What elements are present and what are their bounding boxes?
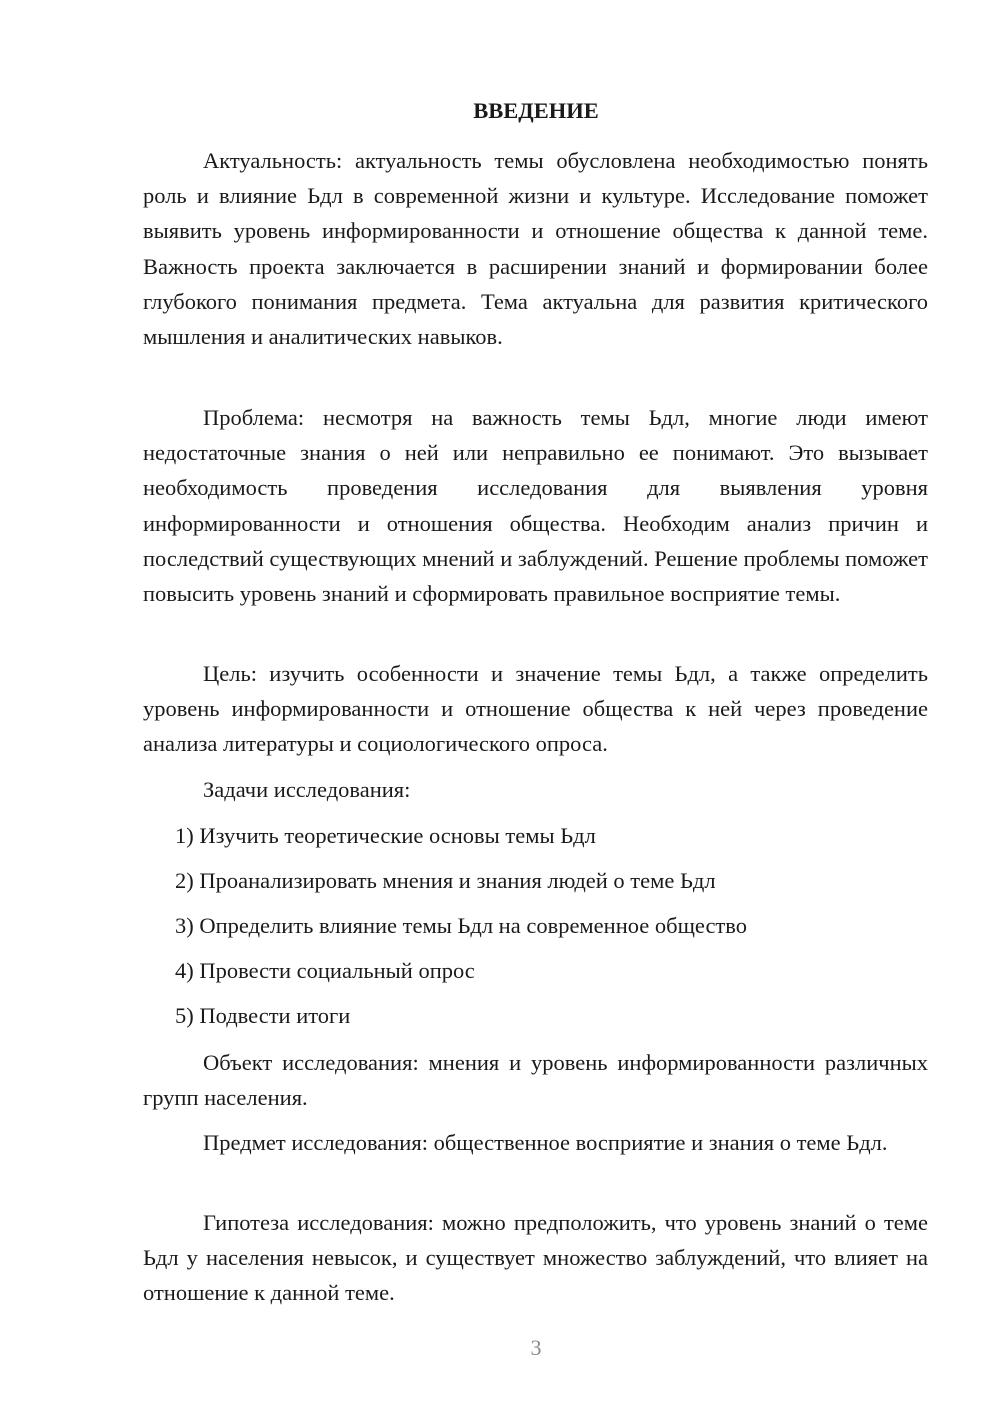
page-number: 3 (530, 1335, 542, 1360)
page-title: ВВЕДЕНИЕ (473, 98, 599, 123)
task-item: 3) Определить влияние темы Ьдл на современное общество (175, 913, 747, 938)
goal-paragraph: Цель: изучить особенности и значение темы Ьдл, а также определить уровень информированности и отношение общества к ней через проведение анализа литературы и социологического опроса. (143, 661, 928, 757)
object-paragraph: Объект исследования: мнения и уровень информированности различных групп населения. (143, 1050, 928, 1111)
task-item: 2) Проанализировать мнения и знания людей о теме Ьдл (175, 868, 716, 893)
task-item: 5) Подвести итоги (175, 1003, 351, 1028)
hypothesis-paragraph: Гипотеза исследования: можно предположить, что уровень знаний о теме Ьдл у населения невысок, и существует множество заблуждений, что влияет на отношение к данной теме. (143, 1210, 928, 1306)
task-item: 4) Провести социальный опрос (175, 958, 475, 983)
problem-paragraph: Проблема: несмотря на важность темы Ьдл, многие люди имеют недостаточные знания о ней или неправильно ее понимают. Это вызывает необходимость проведения исследования для выявления уровня информированности и отношения общества. Необходим анализ причин и последствий существующих мнений и заблуждений. Решение проблемы поможет повысить уровень знаний и сформировать правильное восприятие темы. (143, 405, 928, 607)
subject-paragraph: Предмет исследования: общественное восприятие и знания о теме Ьдл. (203, 1130, 888, 1155)
tasks-heading: Задачи исследования: (203, 777, 411, 802)
relevance-paragraph: Актуальность: актуальность темы обусловлена необходимостью понять роль и влияние Ьдл в современной жизни и культуре. Исследование поможет выявить уровень информированности и отношение общества к данной теме. Важность проекта заключается в расширении знаний и формировании более глубокого понимания предмета. Тема актуальна для развития критического мышления и аналитических навыков. (143, 148, 928, 350)
task-item: 1) Изучить теоретические основы темы Ьдл (175, 823, 596, 848)
